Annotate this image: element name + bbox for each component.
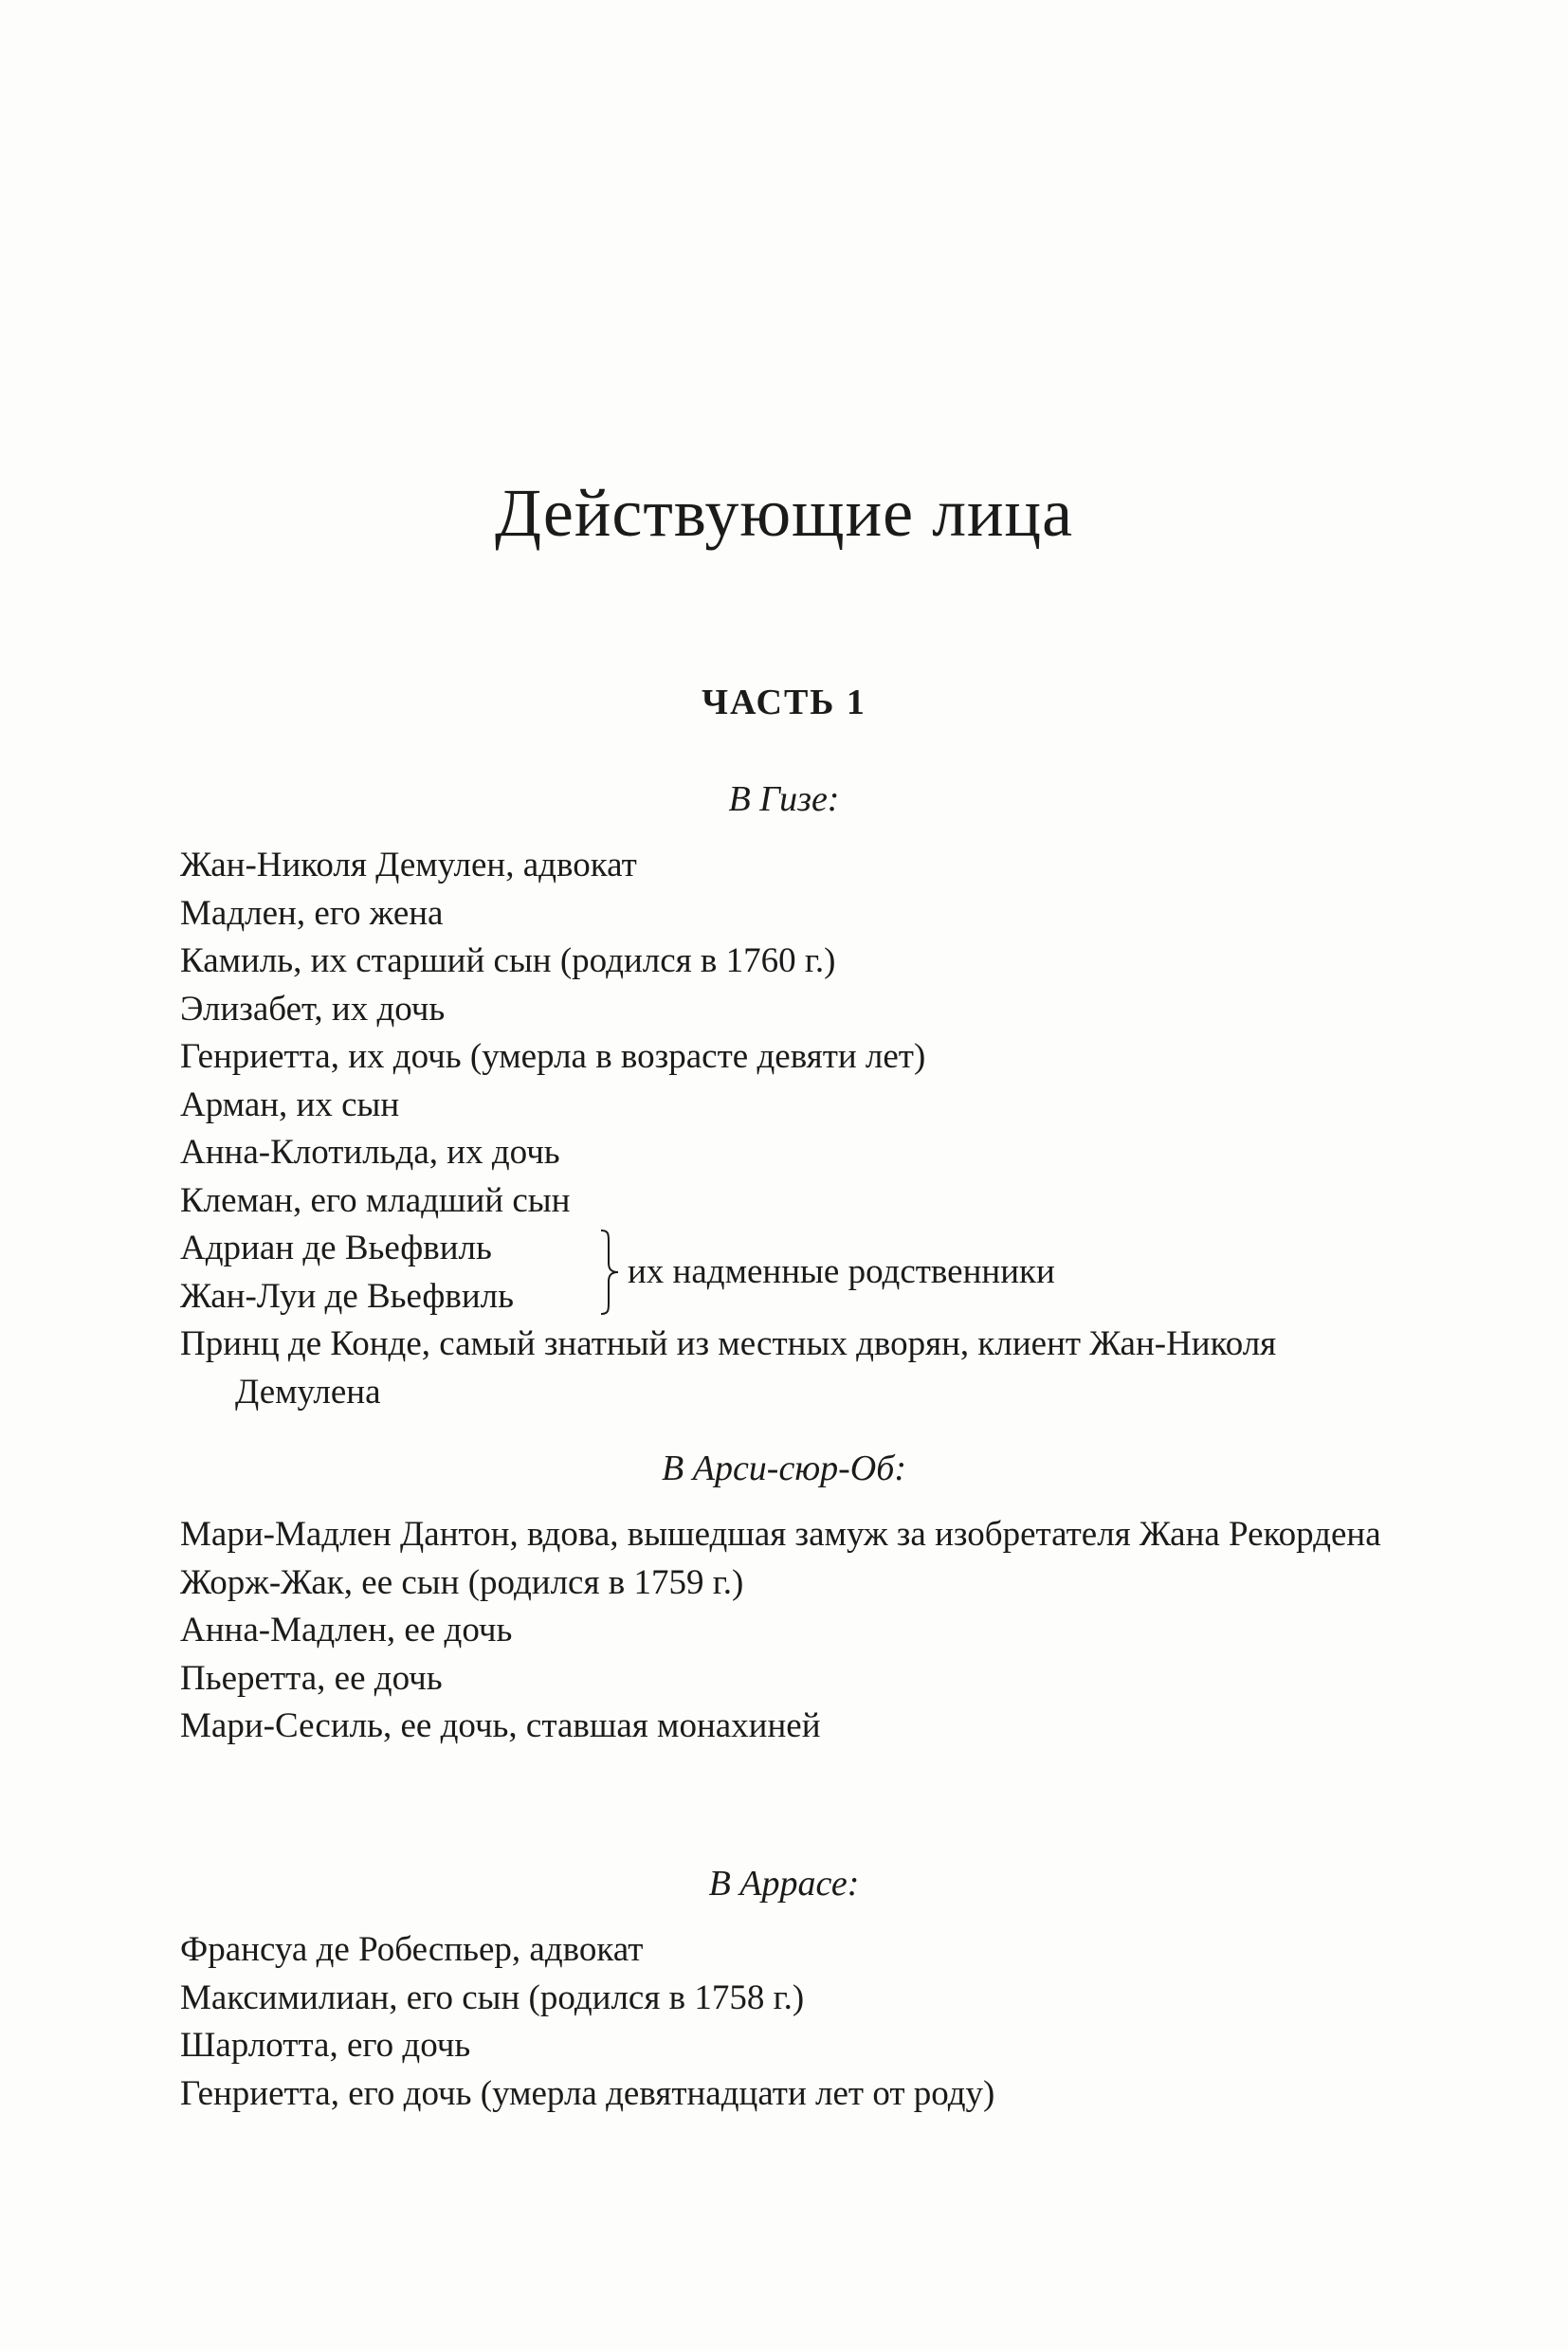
character-list-arras xyxy=(180,1926,1384,2118)
list-item: Арман, их сын xyxy=(180,1084,400,1124)
character-list-arcis xyxy=(180,1511,1384,1751)
list-item: Камиль, их старший сын (родился в 1760 г.) xyxy=(180,941,836,980)
right-brace-icon xyxy=(599,1229,622,1316)
list-item: Элизабет, их дочь xyxy=(180,989,446,1029)
list-item: Принц де Конде, самый знатный из местных дворян, клиент Жан-Николя Демулена xyxy=(180,1324,1277,1412)
bracket-note: их надменные родственники xyxy=(628,1252,1055,1291)
list-item: Мари-Мадлен Дантон, вдова, вышедшая замуж за изобретателя Жана Рекордена xyxy=(180,1515,1381,1554)
list-item: Жорж-Жак, ее сын (родился в 1759 г.) xyxy=(180,1562,744,1602)
list-item: Генриетта, их дочь (умерла в возрасте девяти лет) xyxy=(180,1037,926,1076)
bracket-names xyxy=(180,1225,514,1321)
list-item: Генриетта, его дочь (умерла девятнадцати лет от роду) xyxy=(180,2073,995,2113)
character-list-guise xyxy=(180,842,1384,1416)
section-heading-arcis: В Арси-сюр-Об: xyxy=(662,1449,906,1488)
section-heading-arras: В Аррасе: xyxy=(708,1864,860,1904)
bracket-name: Адриан де Вьефвиль xyxy=(180,1229,492,1267)
part-heading: ЧАСТЬ 1 xyxy=(702,683,866,722)
list-item: Анна-Клотильда, их дочь xyxy=(180,1133,560,1172)
list-item: Жан-Николя Демулен, адвокат xyxy=(180,846,637,884)
list-item: Анна-Мадлен, ее дочь xyxy=(180,1611,513,1649)
list-item: Максимилиан, его сын (родился в 1758 г.) xyxy=(180,1977,805,2017)
bracket-name: Жан-Луи де Вьефвиль xyxy=(180,1276,515,1316)
section-heading-guise: В Гизе: xyxy=(728,779,840,819)
list-item: Пьеретта, ее дочь xyxy=(180,1658,443,1698)
page-title: Действующие лица xyxy=(494,475,1074,551)
list-item: Франсуа де Робеспьер, адвокат xyxy=(180,1930,644,1969)
list-item: Мадлен, его жена xyxy=(180,893,444,933)
list-item: Шарлотта, его дочь xyxy=(180,2026,471,2065)
list-item: Клеман, его младший сын xyxy=(180,1180,571,1220)
list-item: Мари-Сесиль, ее дочь, ставшая монахиней xyxy=(180,1706,821,1745)
bracket-group xyxy=(180,1225,1384,1321)
